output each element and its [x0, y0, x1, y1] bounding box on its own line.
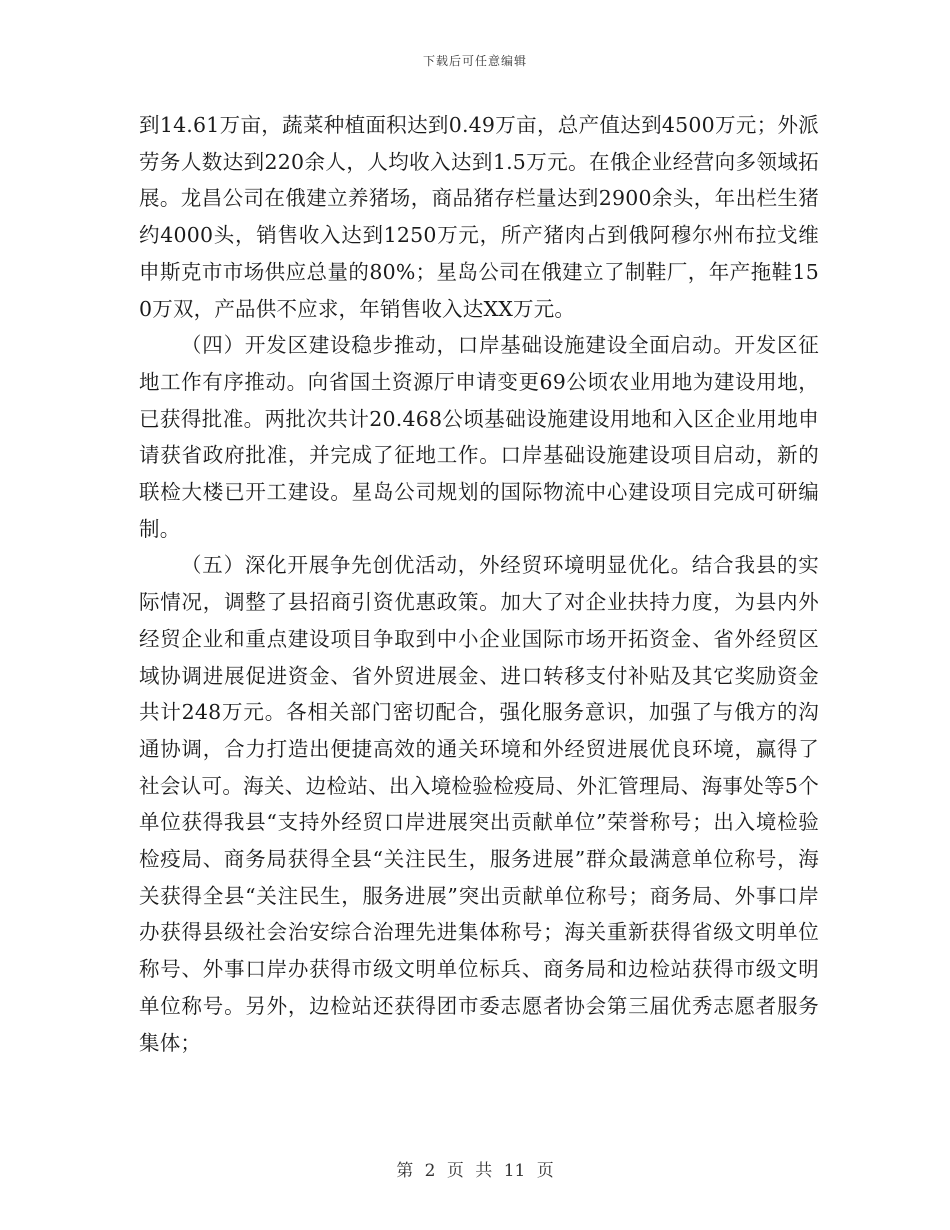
paragraph-continued: 到14.61万亩，蔬菜种植面积达到0.49万亩，总产值达到4500万元；外派劳务人数达到220余人，人均收入达到1.5万元。在俄企业经营向多领域拓展。龙昌公司在俄建立养猪场，商品猪存栏量达到2900余头，年出栏生猪约4000头，销售收入达到1250万元，所产猪肉占到俄阿穆尔州布拉戈维申斯克市市场供应总量的80%；星岛公司在俄建立了制鞋厂，年产拖鞋150万双，产品供不应求，年销售收入达XX万元。: [139, 113, 819, 321]
paragraph-section-five: （五）深化开展争先创优活动，外经贸环境明显优化。结合我县的实际情况，调整了县招商引资优惠政策。加大了对企业扶持力度，为县内外经贸企业和重点建设项目争取到中小企业国际市场开拓资金、省外经贸区域协调进展促进资金、省外贸进展金、进口转移支付补贴及其它奖励资金共计248万元。各相关部门密切配合，强化服务意识，加强了与俄方的沟通协调，合力打造出便捷高效的通关环境和外经贸进展优良环境，赢得了社会认可。海关、边检站、出入境检验检疫局、外汇管理局、海事处等5个单位获得我县“支持外经贸口岸进展突出贡献单位”荣誉称号；出入境检验检疫局、商务局获得全县“关注民生，服务进展”群众最满意单位称号，海关获得全县“关注民生，服务进展”突出贡献单位称号；商务局、外事口岸办获得县级社会治安综合治理先进集体称号；海关重新获得省级文明单位称号、外事口岸办获得市级文明单位标兵、商务局和边检站获得市级文明单位称号。另外，边检站还获得团市委志愿者协会第三届优秀志愿者服务集体；: [139, 553, 819, 1055]
document-body: [139, 107, 819, 1061]
paragraph-section-four: （四）开发区建设稳步推动，口岸基础设施建设全面启动。开发区征地工作有序推动。向省国土资源厅申请变更69公顷农业用地为建设用地，已获得批准。两批次共计20.468公顷基础设施建设用地和入区企业用地申请获省政府批准，并完成了征地工作。口岸基础设施建设项目启动，新的联检大楼已开工建设。星岛公司规划的国际物流中心建设项目完成可研编制。: [139, 333, 819, 541]
page-number: 第 2 页 共 11 页: [396, 1161, 554, 1181]
page-header-note: 下载后可任意编辑: [422, 54, 527, 68]
